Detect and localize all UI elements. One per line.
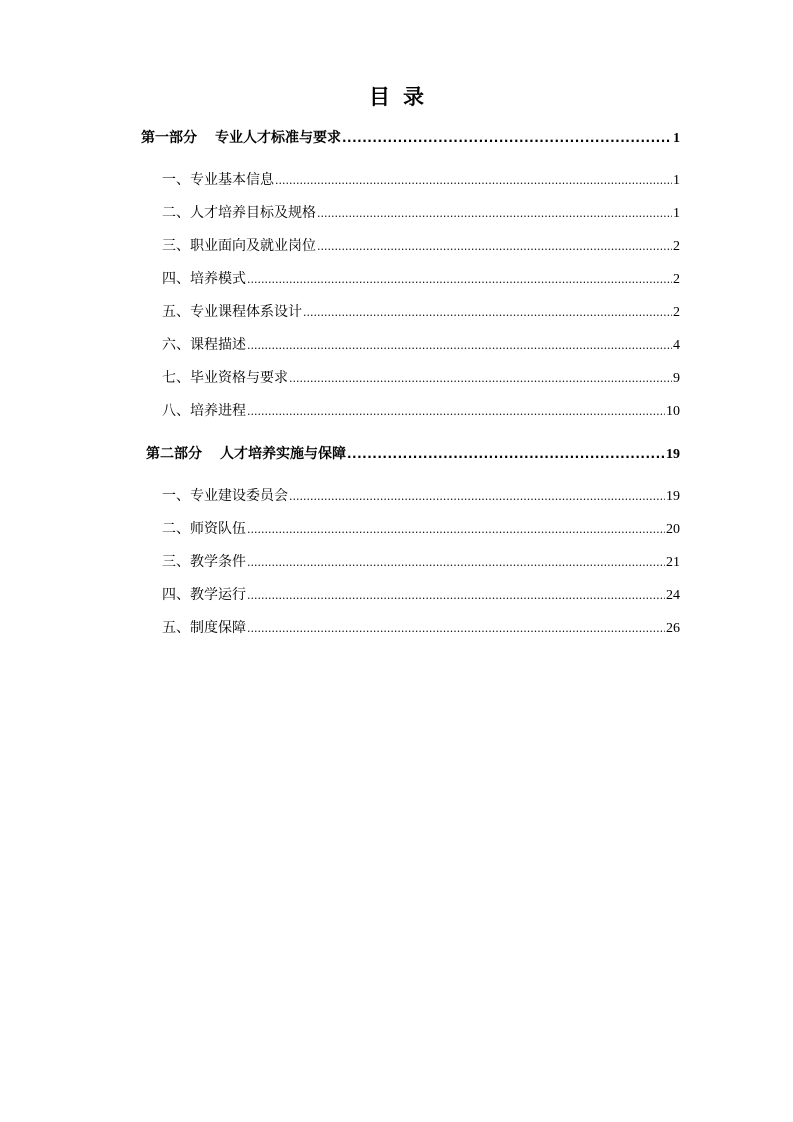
toc-section-page: 9 xyxy=(673,371,680,386)
toc-section-1-2[interactable] xyxy=(162,203,680,223)
toc-leader-dots xyxy=(317,236,672,257)
toc-section-1-7[interactable] xyxy=(162,368,680,388)
toc-section-page: 24 xyxy=(666,588,680,603)
toc-leader-dots xyxy=(247,585,665,606)
toc-part-2[interactable] xyxy=(146,444,680,464)
toc-section-label: 二、人才培养目标及规格 xyxy=(162,205,316,221)
toc-leader-dots xyxy=(247,552,665,573)
toc-leader-dots xyxy=(317,203,672,224)
toc-section-page: 21 xyxy=(666,555,680,570)
toc-section-page: 2 xyxy=(673,272,680,287)
toc-section-2-4[interactable] xyxy=(162,585,680,605)
toc-leader-dots xyxy=(303,302,672,323)
toc-leader-dots xyxy=(247,401,665,422)
toc-part-1-title: 专业人才标准与要求 xyxy=(215,130,341,146)
toc-section-2-3[interactable] xyxy=(162,552,680,572)
toc-leader-dots xyxy=(275,170,672,191)
toc-section-label: 一、专业基本信息 xyxy=(162,172,274,188)
toc-section-label: 四、教学运行 xyxy=(162,587,246,603)
toc-leader-dots xyxy=(289,368,672,389)
toc-part-2-number: 第二部分 xyxy=(146,446,202,462)
toc-title xyxy=(0,84,793,110)
toc-section-label: 八、培养进程 xyxy=(162,403,246,419)
toc-leader-dots xyxy=(347,444,665,464)
toc-section-2-5[interactable] xyxy=(162,618,680,638)
toc-section-label: 三、职业面向及就业岗位 xyxy=(162,238,316,254)
toc-part-2-label xyxy=(146,444,346,464)
toc-section-2-1[interactable] xyxy=(162,486,680,506)
toc-part-1-page: 1 xyxy=(673,131,680,146)
toc-section-page: 20 xyxy=(666,522,680,537)
toc-section-label: 二、师资队伍 xyxy=(162,521,246,537)
toc-section-1-3[interactable] xyxy=(162,236,680,256)
toc-section-page: 26 xyxy=(666,621,680,636)
toc-section-page: 1 xyxy=(673,173,680,188)
toc-part-1-label xyxy=(141,128,341,148)
toc-section-2-2[interactable] xyxy=(162,519,680,539)
toc-section-label: 五、专业课程体系设计 xyxy=(162,304,302,320)
toc-section-1-5[interactable] xyxy=(162,302,680,322)
toc-title-char-1: 目 xyxy=(369,85,390,109)
toc-section-1-1[interactable] xyxy=(162,170,680,190)
toc-leader-dots xyxy=(289,486,665,507)
toc-section-1-4[interactable] xyxy=(162,269,680,289)
toc-section-label: 六、课程描述 xyxy=(162,337,246,353)
toc-leader-dots xyxy=(247,519,665,540)
toc-part-1[interactable] xyxy=(141,128,680,148)
toc-section-1-6[interactable] xyxy=(162,335,680,355)
toc-section-label: 一、专业建设委员会 xyxy=(162,488,288,504)
toc-section-page: 4 xyxy=(673,338,680,353)
toc-section-label: 四、培养模式 xyxy=(162,271,246,287)
toc-section-1-8[interactable] xyxy=(162,401,680,421)
toc-section-page: 1 xyxy=(673,206,680,221)
toc-section-page: 2 xyxy=(673,239,680,254)
toc-part-2-page: 19 xyxy=(666,447,680,462)
toc-leader-dots xyxy=(342,128,672,148)
toc-section-page: 10 xyxy=(666,404,680,419)
toc-section-label: 五、制度保障 xyxy=(162,620,246,636)
toc-section-page: 19 xyxy=(666,489,680,504)
toc-part-2-title: 人才培养实施与保障 xyxy=(220,446,346,462)
toc-section-page: 2 xyxy=(673,305,680,320)
toc-section-label: 三、教学条件 xyxy=(162,554,246,570)
toc-leader-dots xyxy=(247,618,665,639)
toc-leader-dots xyxy=(247,269,672,290)
toc-section-label: 七、毕业资格与要求 xyxy=(162,370,288,386)
toc-part-1-number: 第一部分 xyxy=(141,130,197,146)
toc-leader-dots xyxy=(247,335,672,356)
toc-title-char-2: 录 xyxy=(403,85,424,109)
